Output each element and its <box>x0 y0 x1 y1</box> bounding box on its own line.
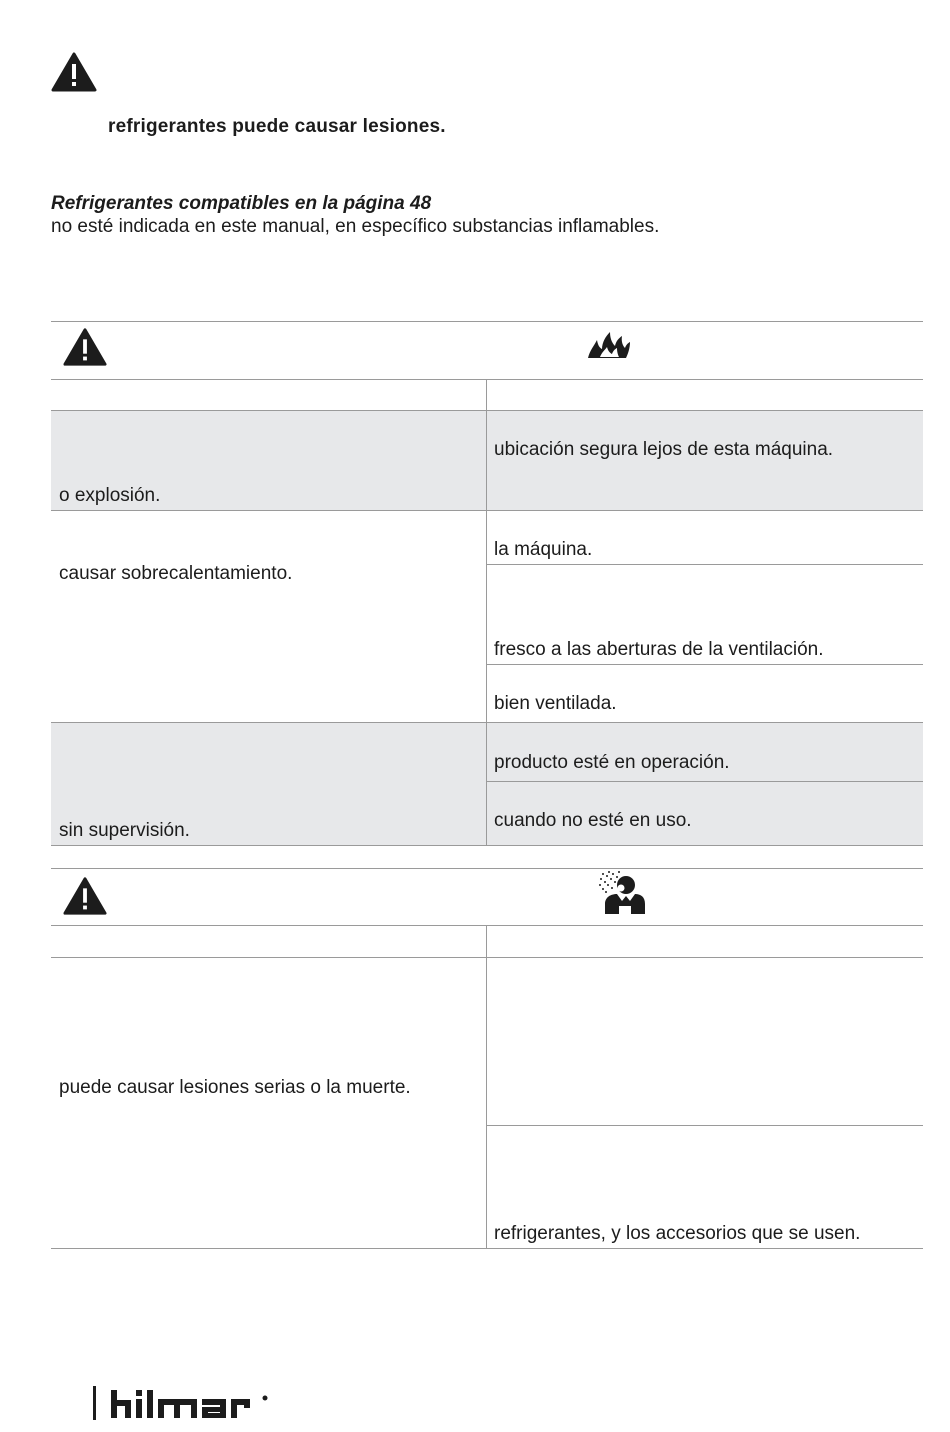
table-rule <box>51 321 923 322</box>
table-cell-left: puede causar lesiones serias o la muerte. <box>59 1077 411 1098</box>
table-cell-right: bien ventilada. <box>494 693 617 714</box>
table-rule <box>51 510 923 511</box>
warning-triangle-icon <box>63 876 107 916</box>
inhalation-hazard-icon <box>597 870 647 914</box>
fire-hazard-icon <box>586 330 632 360</box>
table-cell-right: ubicación segura lejos de esta máquina. <box>494 439 834 460</box>
warning-text: refrigerantes puede causar lesiones. <box>108 116 446 137</box>
table-rule <box>51 868 923 869</box>
warning-triangle-icon <box>63 327 107 367</box>
table-cell-right: la máquina. <box>494 539 593 560</box>
table-cell-right: refrigerantes, y los accesorios que se usen. <box>494 1223 861 1244</box>
table-rule <box>51 957 923 958</box>
table-rule <box>487 1125 923 1126</box>
warning-triangle-icon <box>51 52 97 92</box>
table-rule <box>51 925 923 926</box>
table-rule <box>487 564 923 565</box>
table-cell-left: sin supervisión. <box>59 820 190 841</box>
column-divider <box>486 380 487 845</box>
table-rule <box>487 664 923 665</box>
table-cell-left: o explosión. <box>59 485 161 506</box>
table-rule <box>51 845 923 846</box>
table-cell-right: fresco a las aberturas de la ventilación. <box>494 639 824 660</box>
table-cell-right: cuando no esté en uso. <box>494 810 692 831</box>
reference-title: Refrigerantes compatibles en la página 48 <box>51 193 432 214</box>
column-divider <box>486 926 487 1248</box>
table-cell-left: causar sobrecalentamiento. <box>59 563 293 584</box>
reference-text: no esté indicada en este manual, en específico substancias inflamables. <box>51 216 660 237</box>
hilmar-logo <box>93 1386 273 1425</box>
table-cell-right: producto esté en operación. <box>494 752 730 773</box>
table-rule <box>487 781 923 782</box>
table-rule <box>51 1248 923 1249</box>
table-rule <box>51 379 923 380</box>
